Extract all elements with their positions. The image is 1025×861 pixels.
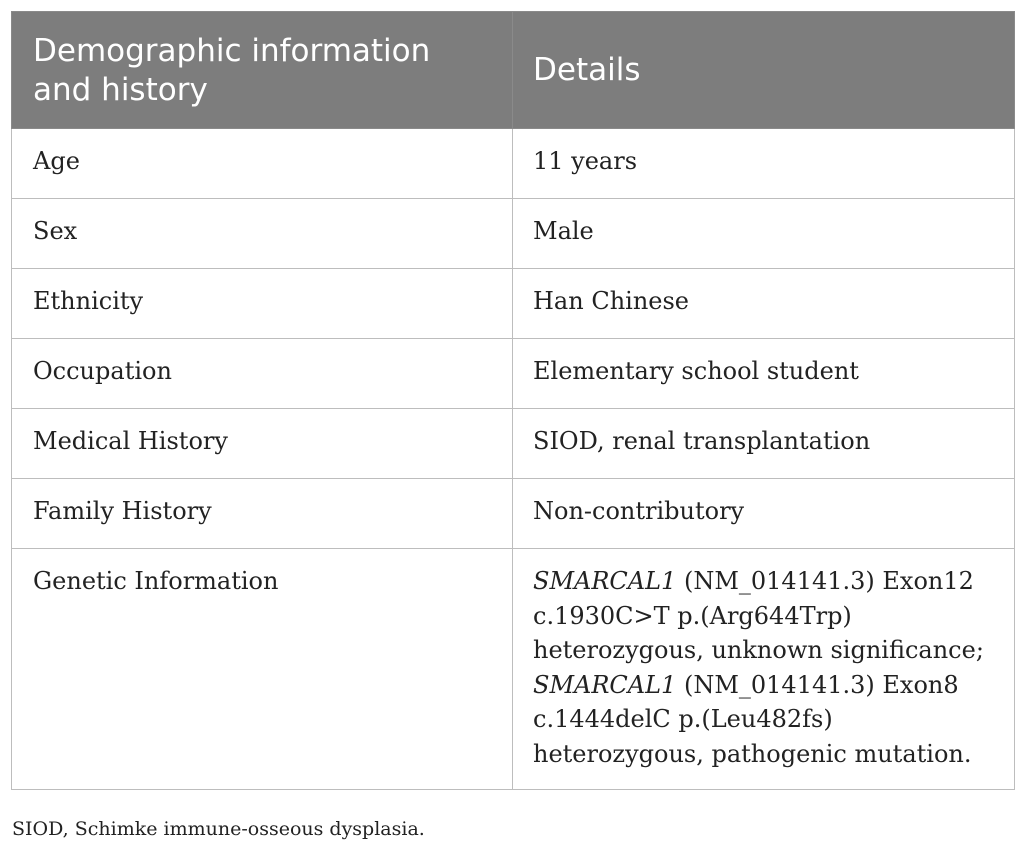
column-header-demographic: Demographic information and history: [12, 12, 513, 129]
row-label: Sex: [12, 199, 513, 269]
gene-name-2: SMARCAL1: [533, 670, 677, 699]
row-label: Family History: [12, 479, 513, 549]
table-footnote: SIOD, Schimke immune-osseous dysplasia.: [12, 818, 425, 840]
row-value: 11 years: [513, 129, 1015, 199]
table-row-sex: [12, 199, 1015, 269]
row-value-genetic: [513, 549, 1015, 790]
row-value: Han Chinese: [513, 269, 1015, 339]
row-value: Non-contributory: [513, 479, 1015, 549]
row-label: Ethnicity: [12, 269, 513, 339]
row-value: Male: [513, 199, 1015, 269]
row-value: Elementary school student: [513, 339, 1015, 409]
table-header-row: [12, 12, 1015, 129]
table-row-occupation: [12, 339, 1015, 409]
gene-name-1: SMARCAL1: [533, 567, 677, 595]
demographics-table-container: [11, 11, 1014, 790]
table-row-genetic-information: [12, 549, 1015, 790]
variant-text-2: (NM_014141.3) Exon8 c.1444delC p.(Leu482fs) heterozygous, pathogenic mutation.: [533, 670, 972, 768]
table-row-ethnicity: [12, 269, 1015, 339]
row-label: Age: [12, 129, 513, 199]
row-label: Medical History: [12, 409, 513, 479]
table-row-age: [12, 129, 1015, 199]
row-label: Occupation: [12, 339, 513, 409]
table-row-family-history: [12, 479, 1015, 549]
column-header-details: Details: [513, 12, 1015, 129]
row-label: Genetic Information: [12, 549, 513, 790]
variant-text-1: (NM_014141.3) Exon12 c.1930C>T p.(Arg644Trp) heterozygous, unknown significance;: [533, 567, 984, 664]
demographics-table: [11, 11, 1015, 790]
table-row-medical-history: [12, 409, 1015, 479]
row-value: SIOD, renal transplantation: [513, 409, 1015, 479]
